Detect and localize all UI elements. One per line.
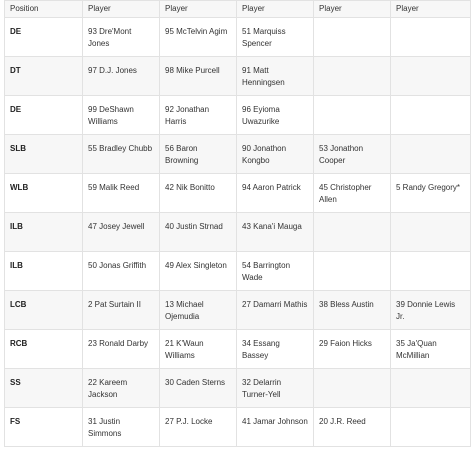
player-cell [314, 252, 391, 291]
header-player-1: Player [83, 1, 160, 18]
table-row [5, 135, 471, 174]
player-cell: 93 Dre'Mont Jones [83, 18, 160, 57]
player-cell: 99 DeShawn Williams [83, 96, 160, 135]
player-cell: 51 Marquiss Spencer [237, 18, 314, 57]
position-cell: FS [5, 408, 83, 447]
depth-chart-container [4, 0, 470, 447]
player-cell: 30 Caden Sterns [160, 369, 237, 408]
table-row [5, 213, 471, 252]
position-cell: DE [5, 96, 83, 135]
player-cell: 31 Justin Simmons [83, 408, 160, 447]
player-cell: 27 P.J. Locke [160, 408, 237, 447]
player-cell: 23 Ronald Darby [83, 330, 160, 369]
player-cell: 95 McTelvin Agim [160, 18, 237, 57]
player-cell: 41 Jamar Johnson [237, 408, 314, 447]
player-cell: 22 Kareem Jackson [83, 369, 160, 408]
header-player-2: Player [160, 1, 237, 18]
header-player-4: Player [314, 1, 391, 18]
player-cell: 56 Baron Browning [160, 135, 237, 174]
player-cell [391, 57, 471, 96]
position-cell: DE [5, 18, 83, 57]
header-player-3: Player [237, 1, 314, 18]
player-cell [314, 369, 391, 408]
table-row [5, 291, 471, 330]
player-cell: 40 Justin Strnad [160, 213, 237, 252]
player-cell: 54 Barrington Wade [237, 252, 314, 291]
table-header [5, 1, 471, 18]
player-cell: 94 Aaron Patrick [237, 174, 314, 213]
player-cell: 91 Matt Henningsen [237, 57, 314, 96]
position-cell: DT [5, 57, 83, 96]
player-cell: 35 Ja'Quan McMillian [391, 330, 471, 369]
player-cell [314, 96, 391, 135]
position-cell: ILB [5, 213, 83, 252]
player-cell: 47 Josey Jewell [83, 213, 160, 252]
player-cell: 39 Donnie Lewis Jr. [391, 291, 471, 330]
position-cell: WLB [5, 174, 83, 213]
player-cell: 43 Kana'i Mauga [237, 213, 314, 252]
player-cell: 32 Delarrin Turner-Yell [237, 369, 314, 408]
depth-chart-table [4, 0, 471, 447]
table-row [5, 408, 471, 447]
table-body [5, 18, 471, 447]
player-cell: 27 Damarri Mathis [237, 291, 314, 330]
position-cell: ILB [5, 252, 83, 291]
player-cell: 34 Essang Bassey [237, 330, 314, 369]
position-cell: RCB [5, 330, 83, 369]
table-row [5, 369, 471, 408]
player-cell [391, 252, 471, 291]
header-player-5: Player [391, 1, 471, 18]
player-cell: 59 Malik Reed [83, 174, 160, 213]
player-cell: 50 Jonas Griffith [83, 252, 160, 291]
table-row [5, 174, 471, 213]
player-cell: 45 Christopher Allen [314, 174, 391, 213]
player-cell: 42 Nik Bonitto [160, 174, 237, 213]
player-cell: 38 Bless Austin [314, 291, 391, 330]
player-cell: 13 Michael Ojemudia [160, 291, 237, 330]
player-cell [391, 96, 471, 135]
table-row [5, 252, 471, 291]
player-cell: 98 Mike Purcell [160, 57, 237, 96]
player-cell: 53 Jonathon Cooper [314, 135, 391, 174]
player-cell: 96 Eyioma Uwazurike [237, 96, 314, 135]
table-row [5, 330, 471, 369]
player-cell [391, 408, 471, 447]
player-cell: 2 Pat Surtain II [83, 291, 160, 330]
player-cell: 55 Bradley Chubb [83, 135, 160, 174]
table-row [5, 96, 471, 135]
player-cell: 5 Randy Gregory* [391, 174, 471, 213]
player-cell [314, 57, 391, 96]
player-cell: 21 K'Waun Williams [160, 330, 237, 369]
player-cell: 29 Faion Hicks [314, 330, 391, 369]
player-cell: 97 D.J. Jones [83, 57, 160, 96]
table-row [5, 57, 471, 96]
position-cell: LCB [5, 291, 83, 330]
header-row [5, 1, 471, 18]
player-cell [391, 369, 471, 408]
position-cell: SLB [5, 135, 83, 174]
player-cell: 92 Jonathan Harris [160, 96, 237, 135]
header-position: Position [5, 1, 83, 18]
player-cell [314, 18, 391, 57]
player-cell [391, 135, 471, 174]
player-cell [314, 213, 391, 252]
player-cell [391, 213, 471, 252]
player-cell [391, 18, 471, 57]
player-cell: 20 J.R. Reed [314, 408, 391, 447]
position-cell: SS [5, 369, 83, 408]
table-row [5, 18, 471, 57]
player-cell: 90 Jonathon Kongbo [237, 135, 314, 174]
player-cell: 49 Alex Singleton [160, 252, 237, 291]
